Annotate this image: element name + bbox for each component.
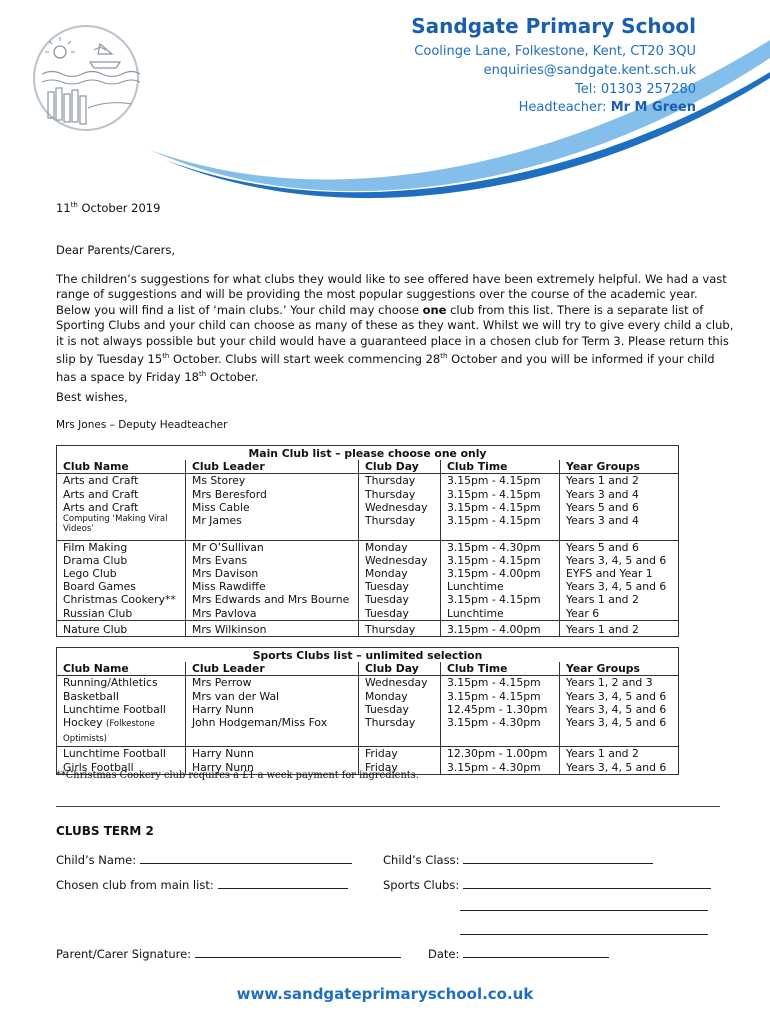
date-field[interactable]: Date: (428, 945, 609, 961)
school-logo-icon (30, 22, 142, 134)
letter-body: The children’s suggestions for what clubs they would like to see offered have been extremely helpful. We had a vast range of suggestions and will be providing the most popular suggestions over the course of the academic year. Below you will find a list of ‘main clubs.’ Your child may choose one club from this list. There is a separate list of Sporting Clubs and your child can choose as many of these as they want. Whilst we will try to give every child a club, it is not always possible but your child would have a guaranteed place in a chosen club for Term 3. Please return this slip by Tuesday 15th October. Clubs will start week commencing 28th October and you will be informed if your child has a space by Friday 18th October. (56, 272, 734, 385)
table-row: Russian Club Mrs Pavlova Tuesday Lunchtime Year 6 (57, 607, 679, 621)
headteacher-name: Mr M Green (610, 100, 696, 115)
form-title: CLUBS TERM 2 (56, 824, 154, 838)
headteacher-line: Headteacher: Mr M Green (518, 100, 696, 115)
table-row: Hockey (Folkestone Optimists) John Hodgeman/Miss Fox Thursday 3.15pm - 4.30pm Years 3, 4, 5 and 6 (57, 716, 679, 747)
cut-line (56, 806, 720, 807)
main-clubs-table (56, 445, 679, 637)
sports-clubs-extra-line-1[interactable] (460, 910, 708, 911)
table-row: Basketball Mrs van der Wal Monday 3.15pm - 4.15pm Years 3, 4, 5 and 6 (57, 690, 679, 703)
school-name: Sandgate Primary School (411, 14, 696, 38)
school-email[interactable]: enquiries@sandgate.kent.sch.uk (483, 63, 696, 78)
signature-field[interactable]: Parent/Carer Signature: (56, 945, 401, 961)
table-row: Arts and Craft Mrs Beresford Thursday 3.15pm - 4.15pm Years 3 and 4 (57, 488, 679, 501)
table-row: Lunchtime Football Harry Nunn Tuesday 12.45pm - 1.30pm Years 3, 4, 5 and 6 (57, 703, 679, 716)
table-row: Arts and Craft Miss Cable Wednesday 3.15pm - 4.15pm Years 5 and 6 (57, 501, 679, 514)
table-header-row: Club Name Club Leader Club Day Club Time Year Groups (57, 662, 679, 676)
hockey-note: (Folkestone Optimists) (63, 719, 155, 745)
table-row: Running/Athletics Mrs Perrow Wednesday 3.15pm - 4.15pm Years 1, 2 and 3 (57, 676, 679, 690)
sports-clubs-table (56, 647, 679, 775)
table-row: Drama Club Mrs Evans Wednesday 3.15pm - 4.15pm Years 3, 4, 5 and 6 (57, 554, 679, 567)
chosen-main-club-field[interactable]: Chosen club from main list: (56, 876, 348, 892)
school-telephone: Tel: 01303 257280 (575, 82, 696, 97)
table-row: Lunchtime Football Harry Nunn Friday 12.30pm - 1.00pm Years 1 and 2 (57, 747, 679, 761)
cookery-footnote: **Christmas Cookery club requires a £1 a week payment for ingredients. (56, 770, 419, 781)
table-row: Arts and Craft Ms Storey Thursday 3.15pm - 4.15pm Years 1 and 2 (57, 474, 679, 488)
table-row: Board Games Miss Rawdiffe Tuesday Lunchtime Years 3, 4, 5 and 6 (57, 580, 679, 593)
sports-clubs-title: Sports Clubs list – unlimited selection (57, 648, 679, 663)
table-row: Nature Club Mrs Wilkinson Thursday 3.15pm - 4.00pm Years 1 and 2 (57, 620, 679, 636)
table-row: Christmas Cookery** Mrs Edwards and Mrs Bourne Tuesday 3.15pm - 4.15pm Years 1 and 2 (57, 593, 679, 606)
school-address: Coolinge Lane, Folkestone, Kent, CT20 3QU (414, 44, 696, 59)
table-row: Girls Football Harry Nunn Friday 3.15pm - 4.30pm Years 3, 4, 5 and 6 (57, 761, 679, 775)
table-row: Lego Club Mrs Davison Monday 3.15pm - 4.00pm EYFS and Year 1 (57, 567, 679, 580)
signature-name: Mrs Jones – Deputy Headteacher (56, 419, 228, 431)
table-header-row: Club Name Club Leader Club Day Club Time Year Groups (57, 460, 679, 474)
table-row: Film Making Mr O’Sullivan Monday 3.15pm - 4.30pm Years 5 and 6 (57, 540, 679, 554)
letter-date: 11th October 2019 (56, 201, 161, 215)
child-class-field[interactable]: Child’s Class: (383, 851, 653, 867)
school-website-link[interactable]: www.sandgateprimaryschool.co.uk (236, 985, 534, 1003)
sports-clubs-field[interactable]: Sports Clubs: (383, 876, 711, 892)
table-row: Computing ‘Making Viral Videos’ Mr James Thursday 3.15pm - 4.15pm Years 3 and 4 (57, 514, 679, 540)
sports-clubs-extra-line-2[interactable] (460, 934, 708, 935)
sign-off: Best wishes, (56, 390, 128, 404)
main-clubs-title: Main Club list – please choose one only (57, 446, 679, 461)
child-name-field[interactable]: Child’s Name: (56, 851, 352, 867)
salutation: Dear Parents/Carers, (56, 243, 176, 257)
